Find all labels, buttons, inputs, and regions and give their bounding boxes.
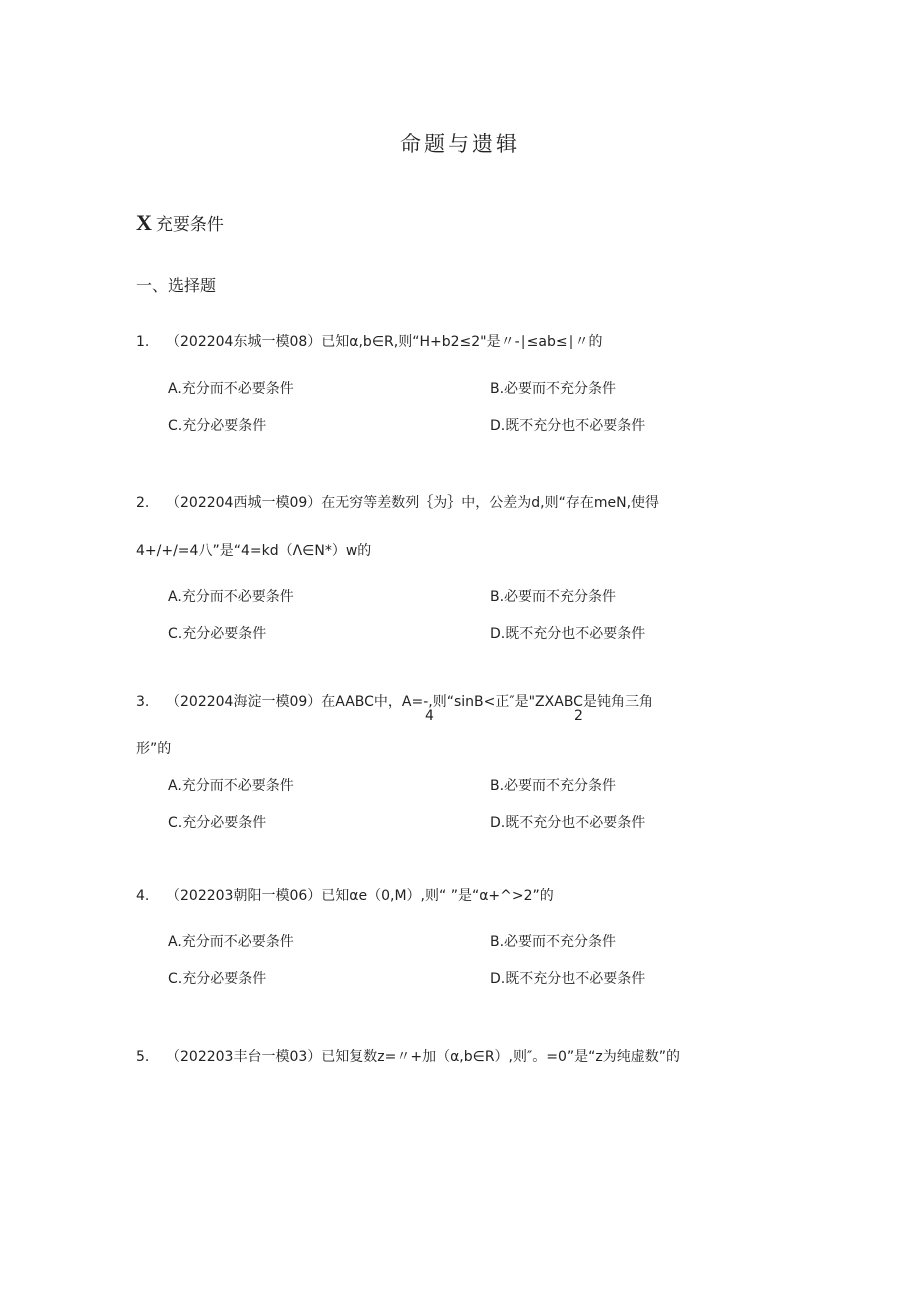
page-title: 命题与遗辑 xyxy=(400,132,520,156)
option-a: A.充分而不必要条件 xyxy=(168,589,294,605)
question-number: 2. xyxy=(136,495,150,511)
question-number: 5. xyxy=(136,1049,150,1065)
option-d: D.既不充分也不必要条件 xyxy=(490,971,646,987)
option-a: A.充分而不必要条件 xyxy=(168,934,294,950)
option-b: B.必要而不充分条件 xyxy=(490,778,617,794)
subsection-heading: 一、选择题 xyxy=(136,276,217,295)
section-heading xyxy=(136,210,224,236)
option-d: D.既不充分也不必要条件 xyxy=(490,626,646,642)
option-a: A.充分而不必要条件 xyxy=(168,778,294,794)
option-c: C.充分必要条件 xyxy=(168,626,267,642)
question-5 xyxy=(136,1046,680,1066)
option-b: B.必要而不充分条件 xyxy=(490,934,617,950)
option-c: C.充分必要条件 xyxy=(168,971,267,987)
option-b: B.必要而不充分条件 xyxy=(490,381,617,397)
question-4 xyxy=(136,885,554,905)
question-3-continued: 形”的 xyxy=(136,741,172,757)
option-d: D.既不充分也不必要条件 xyxy=(490,418,646,434)
question-text: （202204海淀一模09）在AABC中，A=-,则“sinB<正″是"ZXABC是钝角三角 xyxy=(166,694,653,710)
question-text: （202204东城一模08）已知α,b∈R,则“H+b2≤2"是〃-∣≤ab≤∣〃的 xyxy=(166,334,603,350)
question-text: （202204西城一模09）在无穷等差数列｛为｝中，公差为d,则“存在meN,使得 xyxy=(166,495,660,511)
section-label: 充要条件 xyxy=(155,215,224,235)
question-text: （202203丰台一模03）已知复数z=〃+加（α,b∈R）,则″。=0”是“z为纯虚数”的 xyxy=(166,1049,680,1065)
question-number: 3. xyxy=(136,694,150,710)
section-prefix: X xyxy=(136,210,152,235)
question-number: 4. xyxy=(136,888,150,904)
option-c: C.充分必要条件 xyxy=(168,815,267,831)
option-d: D.既不充分也不必要条件 xyxy=(490,815,646,831)
option-c: C.充分必要条件 xyxy=(168,418,267,434)
option-b: B.必要而不充分条件 xyxy=(490,589,617,605)
option-a: A.充分而不必要条件 xyxy=(168,381,294,397)
question-2 xyxy=(136,492,659,512)
question-2-continued: 4+/+/=4八”是“4=kd（Λ∈N*）w的 xyxy=(136,543,372,559)
question-number: 1. xyxy=(136,334,150,350)
question-1 xyxy=(136,331,603,351)
fraction-denominator-2: 2 xyxy=(574,708,583,724)
fraction-denominator-4: 4 xyxy=(425,708,434,724)
question-text: （202203朝阳一模06）已知αe（0,M）,则“ ”是“α+^>2”的 xyxy=(166,888,554,904)
